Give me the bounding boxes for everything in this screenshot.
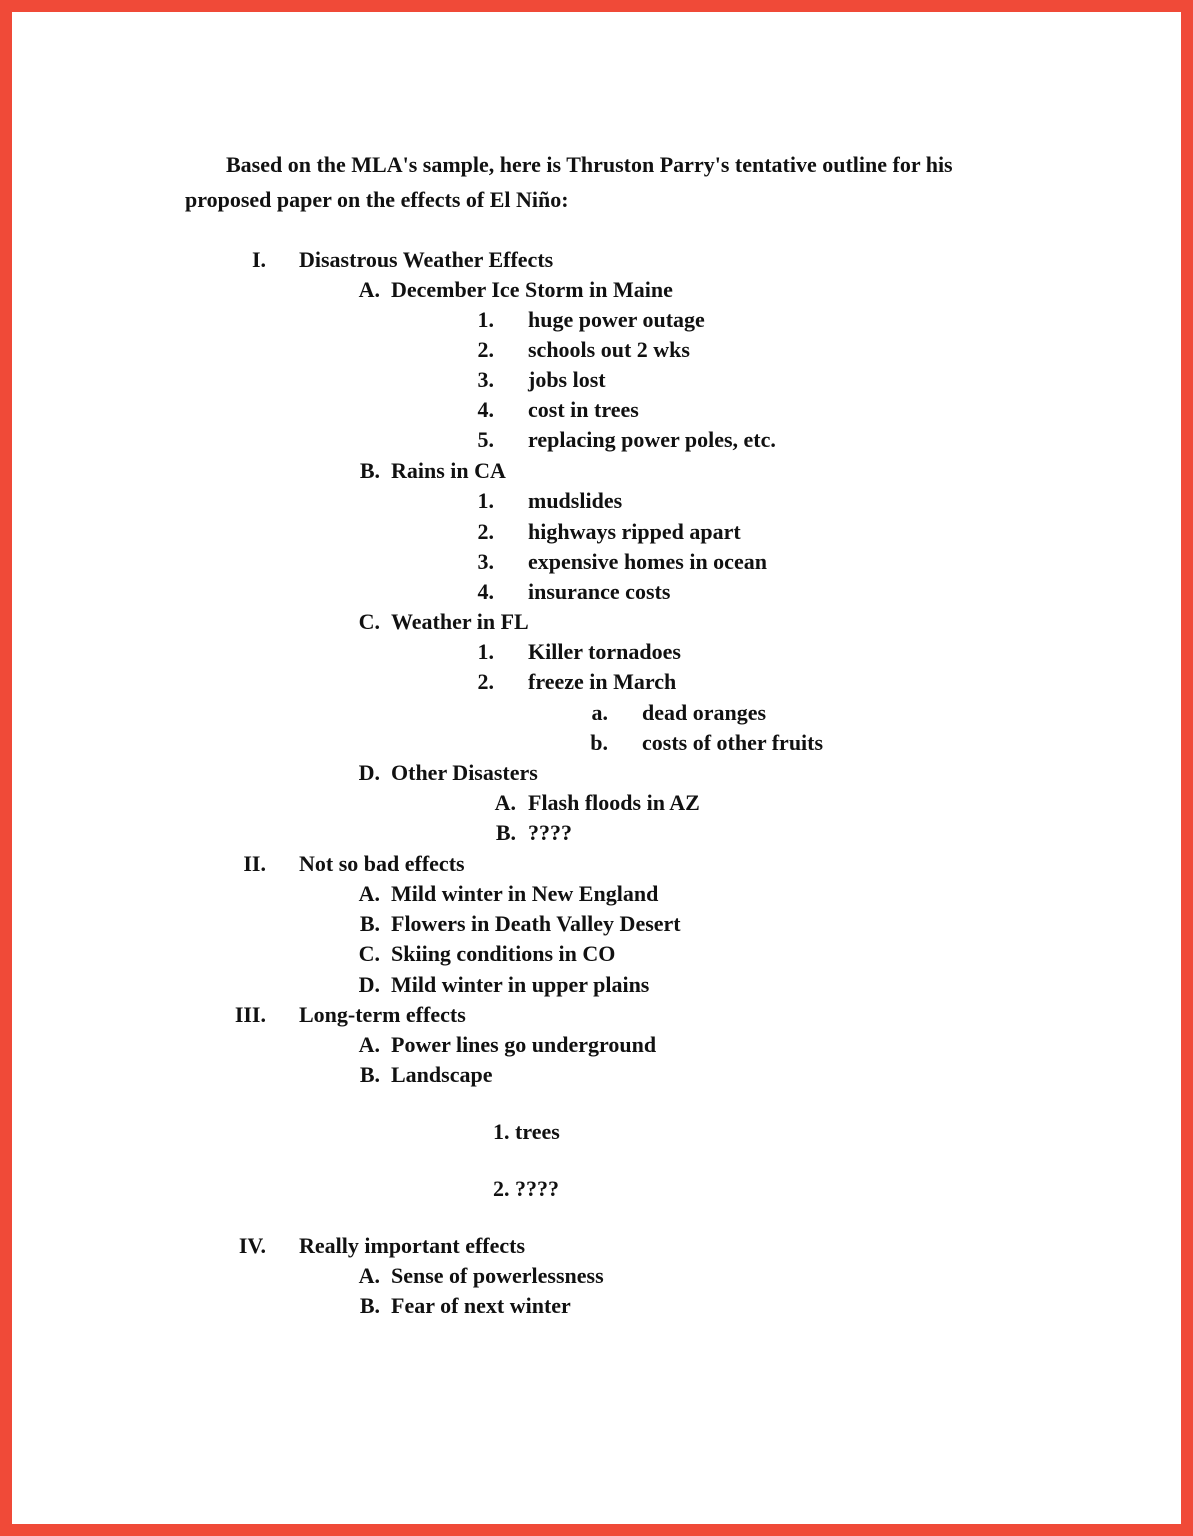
subsection-label: B.	[359, 458, 380, 483]
subsection-label: D.	[358, 760, 380, 785]
subsection-text: Rains in CA	[391, 458, 506, 483]
subsection-text: Fear of next winter	[391, 1293, 571, 1318]
subsection-text: Skiing conditions in CO	[391, 941, 616, 966]
item-number: 1.	[477, 488, 494, 513]
subsection-label: C.	[358, 609, 380, 634]
item-text: mudslides	[528, 488, 623, 513]
subsection-label: A.	[358, 1263, 380, 1288]
subsection-label: C.	[358, 941, 380, 966]
subsection-text: Landscape	[391, 1062, 493, 1087]
sub-item-text: costs of other fruits	[642, 730, 824, 755]
item-number: B.	[495, 820, 516, 845]
item-number: 2.	[477, 337, 494, 362]
item-text: 1. trees	[493, 1119, 560, 1144]
section-numeral: I.	[251, 247, 266, 272]
subsection-text: December Ice Storm in Maine	[391, 277, 673, 302]
item-number: A.	[494, 790, 516, 815]
intro-line-1: Based on the MLA's sample, here is Thruston Parry's tentative outline for his	[226, 152, 953, 177]
item-number: 3.	[477, 549, 494, 574]
item-number: 1.	[477, 307, 494, 332]
item-number: 1.	[477, 639, 494, 664]
item-text: insurance costs	[528, 579, 671, 604]
subsection-label: D.	[358, 972, 380, 997]
subsection-text: Weather in FL	[391, 609, 529, 634]
item-text: ????	[528, 820, 572, 845]
subsection-text: Other Disasters	[391, 760, 538, 785]
item-number: 4.	[477, 579, 494, 604]
item-text: Flash floods in AZ	[528, 790, 700, 815]
intro-line-2: proposed paper on the effects of El Niño:	[185, 187, 569, 212]
section-numeral: III.	[234, 1002, 266, 1027]
subsection-label: A.	[358, 277, 380, 302]
subsection-label: A.	[358, 1032, 380, 1057]
item-text: cost in trees	[528, 397, 639, 422]
item-number: 2.	[477, 519, 494, 544]
sub-item-letter: b.	[590, 730, 608, 755]
section-title: Disastrous Weather Effects	[299, 247, 554, 272]
subsection-text: Sense of powerlessness	[391, 1263, 604, 1288]
subsection-text: Flowers in Death Valley Desert	[391, 911, 681, 936]
section-title: Long-term effects	[299, 1002, 466, 1027]
subsection-label: A.	[358, 881, 380, 906]
item-text: expensive homes in ocean	[528, 549, 767, 574]
item-text: schools out 2 wks	[528, 337, 690, 362]
item-text: jobs lost	[528, 367, 606, 392]
item-text: 2. ????	[493, 1176, 559, 1201]
section-numeral: II.	[243, 851, 266, 876]
section-numeral: IV.	[238, 1233, 266, 1258]
sub-item-text: dead oranges	[642, 700, 767, 725]
subsection-label: B.	[359, 911, 380, 936]
item-number: 3.	[477, 367, 494, 392]
subsection-label: B.	[359, 1062, 380, 1087]
section-title: Really important effects	[299, 1233, 526, 1258]
item-text: highways ripped apart	[528, 519, 741, 544]
sub-item-letter: a.	[591, 700, 608, 725]
item-number: 4.	[477, 397, 494, 422]
item-text: freeze in March	[528, 669, 677, 694]
item-number: 5.	[477, 427, 494, 452]
subsection-text: Mild winter in upper plains	[391, 972, 650, 997]
subsection-label: B.	[359, 1293, 380, 1318]
item-number: 2.	[477, 669, 494, 694]
item-text: huge power outage	[528, 307, 705, 332]
item-text: replacing power poles, etc.	[528, 427, 776, 452]
subsection-text: Mild winter in New England	[391, 881, 659, 906]
subsection-text: Power lines go underground	[391, 1032, 657, 1057]
item-text: Killer tornadoes	[528, 639, 681, 664]
section-title: Not so bad effects	[299, 851, 465, 876]
